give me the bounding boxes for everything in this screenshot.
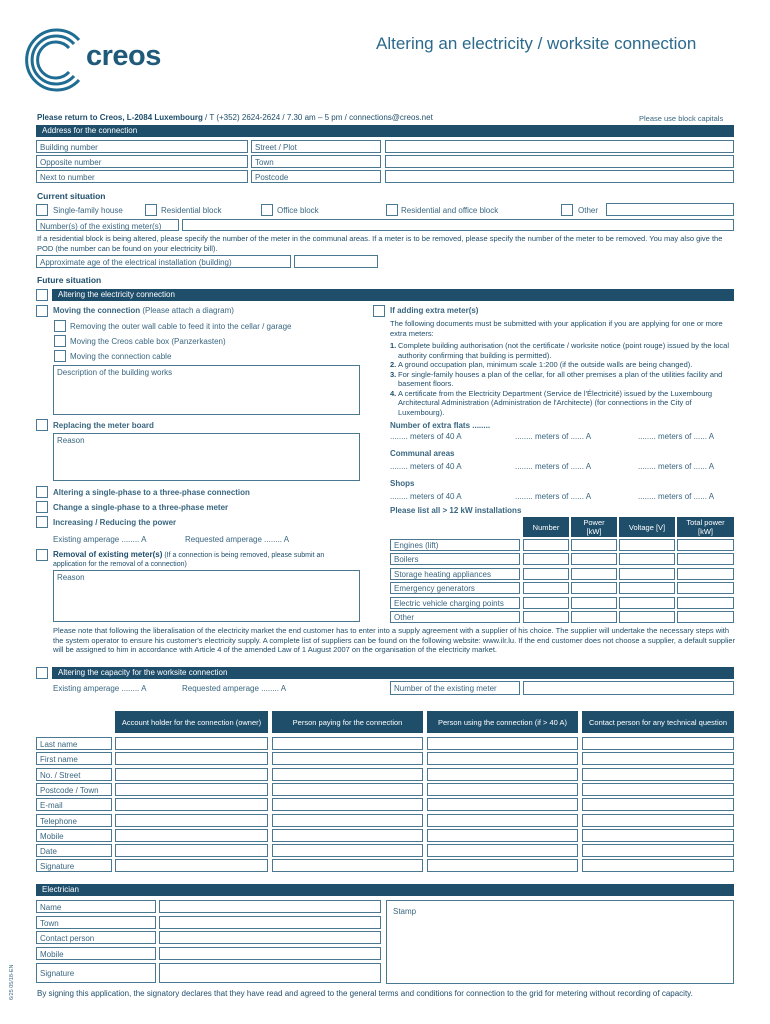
person-row-label: Mobile <box>36 829 112 842</box>
person-cell[interactable] <box>427 737 578 750</box>
installation-cell[interactable] <box>677 539 734 551</box>
flats-meters-1: ........ meters of 40 A <box>390 432 462 441</box>
person-cell[interactable] <box>582 768 734 781</box>
installation-cell[interactable] <box>677 568 734 580</box>
building-works-field[interactable]: Description of the building works <box>53 365 360 415</box>
col-contact-person: Contact person for any technical question <box>582 711 734 733</box>
installation-cell[interactable] <box>619 553 675 565</box>
installation-cell[interactable] <box>619 597 675 609</box>
meter-numbers-input[interactable] <box>182 219 734 231</box>
person-cell[interactable] <box>582 859 734 872</box>
postcode-input[interactable] <box>385 170 734 183</box>
over12-label: Please list all > 12 kW installations <box>390 506 522 515</box>
person-cell[interactable] <box>115 737 268 750</box>
person-cell[interactable] <box>582 737 734 750</box>
person-cell[interactable] <box>115 768 268 781</box>
extra-intro: The following documents must be submitted with your application if you are applying for one or more extra meters: <box>390 319 723 338</box>
col-voltage: Voltage [V] <box>619 517 675 537</box>
person-cell[interactable] <box>272 859 423 872</box>
altering-connection-header: Altering the electricity connection <box>52 289 734 301</box>
installation-row-label: Electric vehicle charging points <box>390 597 520 609</box>
form-code: 6/25 05/18-EN <box>9 964 15 1000</box>
person-cell[interactable] <box>272 768 423 781</box>
town-input[interactable] <box>385 155 734 168</box>
person-cell[interactable] <box>582 814 734 827</box>
person-cell[interactable] <box>115 859 268 872</box>
person-cell[interactable] <box>272 752 423 765</box>
flats-meters-3: ........ meters of ...... A <box>638 432 715 441</box>
electrician-cell[interactable] <box>159 963 381 983</box>
extra-flats-label: Number of extra flats ........ <box>390 421 491 430</box>
person-cell[interactable] <box>427 752 578 765</box>
person-cell[interactable] <box>582 783 734 796</box>
communal-meters-3: ........ meters of ...... A <box>638 462 715 471</box>
person-cell[interactable] <box>272 844 423 857</box>
person-cell[interactable] <box>582 829 734 842</box>
electrician-header: Electrician <box>36 884 734 896</box>
shops-label: Shops <box>390 479 415 488</box>
moving-box-label: Moving the Creos cable box (Panzerkasten) <box>70 337 226 346</box>
person-row-label: Date <box>36 844 112 857</box>
person-cell[interactable] <box>115 814 268 827</box>
other-input[interactable] <box>606 203 734 216</box>
removing-cable-label: Removing the outer wall cable to feed it into the cellar / garage <box>70 322 292 331</box>
residential-block-label: Residential block <box>161 206 222 215</box>
communal-label: Communal areas <box>390 449 455 458</box>
single-family-checkbox[interactable] <box>36 204 48 216</box>
installation-cell[interactable] <box>571 597 617 609</box>
residential-office-checkbox[interactable] <box>386 204 398 216</box>
installation-cell[interactable] <box>571 611 617 623</box>
return-line: Please return to Creos, L-2084 Luxembourg / T (+352) 2624-2624 / 7.30 am – 5 pm / connections@creos.net <box>37 113 433 122</box>
replacing-reason-field[interactable]: Reason <box>53 433 360 481</box>
col-account-holder: Account holder for the connection (owner) <box>115 711 268 733</box>
removal-label: Removal of existing meter(s) (If a connection is being removed, please submit an application for the removal of a connection) <box>53 550 325 568</box>
future-situation-title: Future situation <box>37 275 102 285</box>
current-situation-title: Current situation <box>37 191 106 201</box>
opposite-number-field[interactable]: Opposite number <box>36 155 248 168</box>
meter-note: If a residential block is being altered, please specify the number of the meter in the communal areas. If a meter is to be removed, please specify the number of the meter to be removed. You may also give the POD (the number can be found on your electricity bill). <box>37 234 723 253</box>
replacing-board-checkbox[interactable] <box>36 419 48 431</box>
person-cell[interactable] <box>272 783 423 796</box>
change-meter-label: Change a single-phase to a three-phase meter <box>53 503 229 512</box>
logo-text: creos <box>86 40 161 72</box>
person-cell[interactable] <box>115 844 268 857</box>
electrician-cell[interactable] <box>159 916 381 929</box>
extra-documents-list: 1. Complete building authorisation (not the certificate / worksite notice (point rouge) issued by the local authority confirming that building is permitted). 2. A ground occupation plan, minimum scale 1:200 (if the outside walls are being changed). 3. For single-family houses a plan of the cellar, for all other premises a plan of the utilities facility and basement floors. 4. A certificate from the Electricity Department (Service de l'Électricité) issued by the Luxembourg Architectural Administration (Administration de l'Architecte) (for connections in the City of Luxembourg). <box>390 341 730 417</box>
worksite-existing-amperage: Existing amperage ........ A <box>53 684 147 693</box>
electrician-cell[interactable] <box>159 900 381 913</box>
moving-cable-checkbox[interactable] <box>54 350 66 362</box>
existing-amperage: Existing amperage ........ A <box>53 535 147 544</box>
electrician-row-label: Mobile <box>36 947 156 960</box>
postcode-label: Postcode <box>251 170 381 183</box>
person-cell[interactable] <box>427 798 578 811</box>
person-cell[interactable] <box>115 798 268 811</box>
person-cell[interactable] <box>582 798 734 811</box>
person-cell[interactable] <box>272 814 423 827</box>
person-cell[interactable] <box>427 844 578 857</box>
flats-meters-2: ........ meters of ...... A <box>515 432 592 441</box>
installation-cell[interactable] <box>571 553 617 565</box>
altering-connection-checkbox[interactable] <box>36 289 48 301</box>
person-cell[interactable] <box>582 752 734 765</box>
single-three-checkbox[interactable] <box>36 486 48 498</box>
installation-cell[interactable] <box>677 582 734 594</box>
col-power: Power [kW] <box>571 517 617 537</box>
stamp-field[interactable]: Stamp <box>386 900 734 984</box>
person-row-label: Postcode / Town <box>36 783 112 796</box>
worksite-checkbox[interactable] <box>36 667 48 679</box>
single-three-label: Altering a single-phase to a three-phase connection <box>53 488 250 497</box>
other-checkbox[interactable] <box>561 204 573 216</box>
page-title: Altering an electricity / worksite connection <box>376 34 697 53</box>
person-cell[interactable] <box>427 814 578 827</box>
person-cell[interactable] <box>115 752 268 765</box>
person-cell[interactable] <box>427 783 578 796</box>
creos-logo-icon <box>25 24 87 94</box>
electrician-row-label: Town <box>36 916 156 929</box>
person-row-label: Last name <box>36 737 112 750</box>
installation-row-label: Emergency generators <box>390 582 520 594</box>
street-plot-label: Street / Plot <box>251 140 381 153</box>
person-cell[interactable] <box>115 783 268 796</box>
electrician-cell[interactable] <box>159 931 381 944</box>
person-cell[interactable] <box>272 798 423 811</box>
person-cell[interactable] <box>427 829 578 842</box>
installation-cell[interactable] <box>677 597 734 609</box>
installation-cell[interactable] <box>619 582 675 594</box>
shops-meters-3: ........ meters of ...... A <box>638 492 715 501</box>
person-cell[interactable] <box>582 844 734 857</box>
block-capitals-note: Please use block capitals <box>639 114 724 123</box>
removal-reason-field[interactable]: Reason <box>53 570 360 622</box>
installation-row-label: Engines (lift) <box>390 539 520 551</box>
col-person-paying: Person paying for the connection <box>272 711 423 733</box>
person-cell[interactable] <box>427 768 578 781</box>
footer-declaration: By signing this application, the signatory declares that they have read and agreed to the general terms and conditions for connection to the grid for metering without recording of capacity. <box>37 989 693 998</box>
extra-meters-checkbox[interactable] <box>373 305 385 317</box>
person-row-label: No. / Street <box>36 768 112 781</box>
person-cell[interactable] <box>427 859 578 872</box>
installation-row-label: Other <box>390 611 520 623</box>
installation-cell[interactable] <box>619 611 675 623</box>
person-cell[interactable] <box>115 829 268 842</box>
installation-cell[interactable] <box>523 582 569 594</box>
person-row-label: Telephone <box>36 814 112 827</box>
installation-cell[interactable] <box>571 539 617 551</box>
worksite-requested-amperage: Requested amperage ........ A <box>182 684 287 693</box>
installation-row-label: Boilers <box>390 553 520 565</box>
electrician-cell[interactable] <box>159 947 381 960</box>
col-number: Number <box>523 517 569 537</box>
installation-cell[interactable] <box>523 553 569 565</box>
installation-cell[interactable] <box>571 568 617 580</box>
communal-meters-2: ........ meters of ...... A <box>515 462 592 471</box>
removing-cable-checkbox[interactable] <box>54 320 66 332</box>
existing-meter-input[interactable] <box>523 681 734 695</box>
moving-connection-label: Moving the connection (Please attach a diagram) <box>53 306 234 315</box>
street-plot-input[interactable] <box>385 140 734 153</box>
worksite-header: Altering the capacity for the worksite connection <box>52 667 734 679</box>
building-number-field[interactable]: Building number <box>36 140 248 153</box>
requested-amperage: Requested amperage ........ A <box>185 535 290 544</box>
person-row-label: E-mail <box>36 798 112 811</box>
installation-cell[interactable] <box>619 539 675 551</box>
col-total-power: Total power [kW] <box>677 517 734 537</box>
shops-meters-1: ........ meters of 40 A <box>390 492 462 501</box>
residential-block-checkbox[interactable] <box>145 204 157 216</box>
installation-cell[interactable] <box>523 568 569 580</box>
installation-cell[interactable] <box>523 539 569 551</box>
electrician-row-label: Signature <box>36 963 156 983</box>
increase-power-checkbox[interactable] <box>36 516 48 528</box>
supplier-notice: Please note that following the liberalisation of the electricity market the end customer has to enter into a supply agreement with a supplier of his choice. The supplier will undertake the necessary steps with the system operator to ensure his customer's electricity supply. A complete list of suppliers can be found on the following website: www.ilr.lu. If the end customer does not choose a supplier, a default supplier will be assigned to him in accordance with Article 4 of the amended Law of 1 August 2007 on the organisation of the electricity market. <box>53 626 736 654</box>
single-family-label: Single-family house <box>53 206 123 215</box>
installation-cell[interactable] <box>523 597 569 609</box>
existing-meter-label: Number of the existing meter <box>390 681 520 695</box>
installation-cell[interactable] <box>571 582 617 594</box>
change-meter-checkbox[interactable] <box>36 501 48 513</box>
col-person-using: Person using the connection (if > 40 A) <box>427 711 578 733</box>
person-cell[interactable] <box>272 737 423 750</box>
moving-connection-checkbox[interactable] <box>36 305 48 317</box>
other-label: Other <box>578 206 599 215</box>
meter-numbers-label: Number(s) of the existing meter(s) <box>36 219 179 231</box>
next-to-number-field[interactable]: Next to number <box>36 170 248 183</box>
installation-cell[interactable] <box>677 611 734 623</box>
person-row-label: Signature <box>36 859 112 872</box>
shops-meters-2: ........ meters of ...... A <box>515 492 592 501</box>
installation-cell[interactable] <box>677 553 734 565</box>
address-header: Address for the connection <box>36 125 734 137</box>
office-block-label: Office block <box>277 206 319 215</box>
installation-row-label: Storage heating appliances <box>390 568 520 580</box>
person-row-label: First name <box>36 752 112 765</box>
removal-checkbox[interactable] <box>36 549 48 561</box>
office-block-checkbox[interactable] <box>261 204 273 216</box>
age-label: Approximate age of the electrical installation (building) <box>36 255 291 268</box>
town-label: Town <box>251 155 381 168</box>
extra-meters-title: If adding extra meter(s) <box>390 306 479 315</box>
residential-office-label: Residential and office block <box>401 206 499 215</box>
electrician-row-label: Name <box>36 900 156 913</box>
person-cell[interactable] <box>272 829 423 842</box>
communal-meters-1: ........ meters of 40 A <box>390 462 462 471</box>
replacing-board-label: Replacing the meter board <box>53 421 154 430</box>
installation-cell[interactable] <box>619 568 675 580</box>
increase-power-label: Increasing / Reducing the power <box>53 518 177 527</box>
installation-cell[interactable] <box>523 611 569 623</box>
age-input[interactable] <box>294 255 378 268</box>
electrician-row-label: Contact person <box>36 931 156 944</box>
moving-box-checkbox[interactable] <box>54 335 66 347</box>
moving-cable-label: Moving the connection cable <box>70 352 172 361</box>
